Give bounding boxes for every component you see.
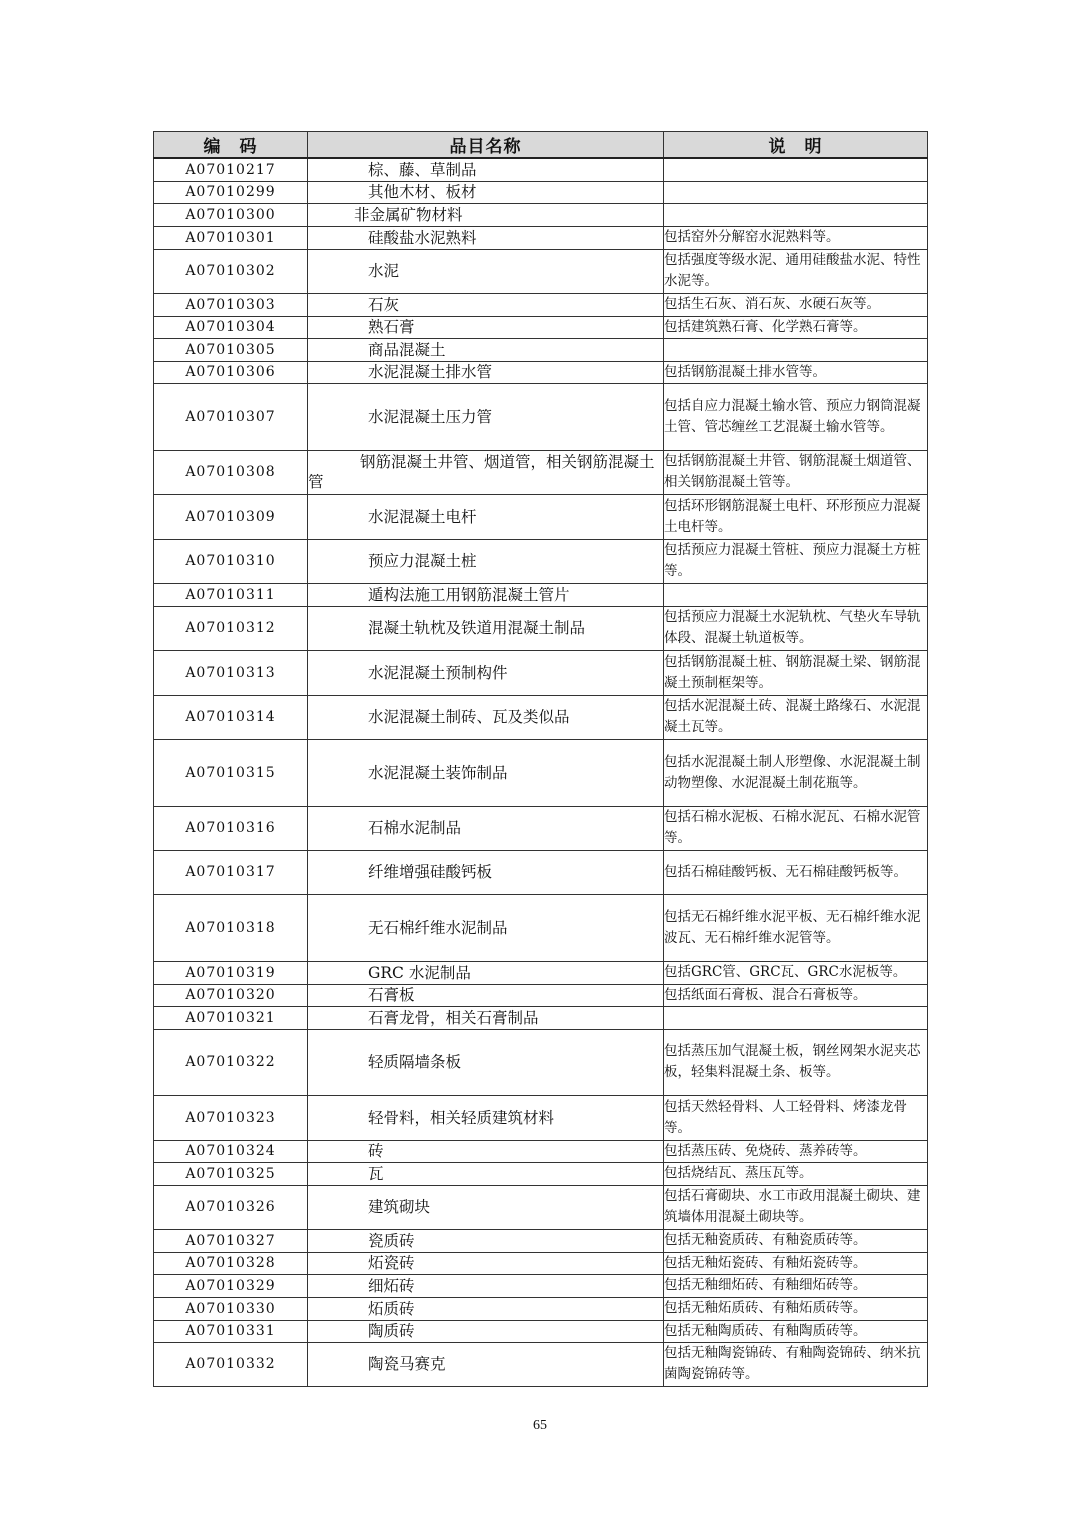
item-name-cell <box>308 1274 664 1297</box>
table-row <box>154 739 928 806</box>
item-description: 包括天然轻骨料、人工轻骨料、烤漆龙骨等。 <box>664 1095 928 1140</box>
item-code: A07010309 <box>154 494 308 539</box>
item-name: 石棉水泥制品 <box>368 819 462 837</box>
item-code: A07010331 <box>154 1320 308 1342</box>
item-description: 包括GRC管、GRC瓦、GRC水泥板等。 <box>664 961 928 984</box>
item-name: 钢筋混凝土井管、烟道管，相关钢筋混凝土管 <box>308 453 655 491</box>
item-description <box>664 338 928 361</box>
item-description <box>664 203 928 226</box>
item-description: 包括石棉硅酸钙板、无石棉硅酸钙板等。 <box>664 850 928 894</box>
item-name-cell <box>308 1095 664 1140</box>
item-name-cell <box>308 739 664 806</box>
item-code: A07010299 <box>154 181 308 203</box>
item-code: A07010304 <box>154 316 308 338</box>
table-row <box>154 1320 928 1342</box>
header-item-name: 品目名称 <box>308 132 664 159</box>
item-code: A07010321 <box>154 1006 308 1029</box>
table-row <box>154 894 928 961</box>
table-row <box>154 1342 928 1386</box>
table-row <box>154 1029 928 1095</box>
item-name-cell <box>308 226 664 249</box>
table-row <box>154 361 928 383</box>
header-code: 编 码 <box>154 132 308 159</box>
item-name: 商品混凝土 <box>368 340 446 359</box>
table-row <box>154 1140 928 1162</box>
item-description: 包括无釉炻质砖、有釉炻质砖等。 <box>664 1297 928 1320</box>
table-row <box>154 1274 928 1297</box>
item-name-cell <box>308 894 664 961</box>
item-code: A07010305 <box>154 338 308 361</box>
item-name: 水泥混凝土压力管 <box>368 407 493 426</box>
item-name: 建筑砌块 <box>368 1198 431 1216</box>
item-name-cell <box>308 984 664 1006</box>
item-name-cell <box>308 338 664 361</box>
item-code: A07010217 <box>154 158 308 181</box>
item-code: A07010314 <box>154 695 308 739</box>
item-code: A07010306 <box>154 361 308 383</box>
table-header <box>154 132 928 159</box>
item-description: 包括蒸压砖、免烧砖、蒸养砖等。 <box>664 1140 928 1162</box>
item-code: A07010312 <box>154 606 308 650</box>
page-number: 65 <box>533 1418 547 1433</box>
item-code: A07010329 <box>154 1274 308 1297</box>
table-body <box>154 158 928 1386</box>
item-name: 陶质砖 <box>368 1322 415 1340</box>
item-code: A07010307 <box>154 383 308 450</box>
item-name: 水泥混凝土制砖、瓦及类似品 <box>368 708 570 726</box>
item-code: A07010311 <box>154 583 308 606</box>
item-name: 混凝土轨枕及铁道用混凝土制品 <box>368 619 586 637</box>
item-name-cell <box>308 1320 664 1342</box>
item-name-cell <box>308 181 664 203</box>
table-row <box>154 539 928 583</box>
table-row <box>154 158 928 181</box>
item-code: A07010332 <box>154 1342 308 1386</box>
item-code: A07010322 <box>154 1029 308 1095</box>
table-row <box>154 494 928 539</box>
item-code: A07010303 <box>154 293 308 316</box>
item-code: A07010316 <box>154 806 308 850</box>
table-row <box>154 1185 928 1229</box>
item-name-cell <box>308 1185 664 1229</box>
item-code: A07010317 <box>154 850 308 894</box>
item-code: A07010308 <box>154 450 308 494</box>
table-row <box>154 450 928 494</box>
table-row <box>154 249 928 293</box>
item-name-cell <box>308 450 664 494</box>
table-row <box>154 650 928 695</box>
item-name: 炻瓷砖 <box>368 1254 415 1272</box>
item-description: 包括无釉陶质砖、有釉陶质砖等。 <box>664 1320 928 1342</box>
item-name-cell <box>308 249 664 293</box>
table-row <box>154 383 928 450</box>
table-row <box>154 293 928 316</box>
table-row <box>154 1297 928 1320</box>
item-name-cell <box>308 606 664 650</box>
table-row <box>154 1229 928 1252</box>
item-description: 包括水泥混凝土砖、混凝土路缘石、水泥混凝土瓦等。 <box>664 695 928 739</box>
item-code: A07010319 <box>154 961 308 984</box>
item-name: 非金属矿物材料 <box>354 205 463 224</box>
item-name: 硅酸盐水泥熟料 <box>368 228 477 247</box>
item-description: 包括环形钢筋混凝土电杆、环形预应力混凝土电杆等。 <box>664 494 928 539</box>
item-code: A07010318 <box>154 894 308 961</box>
item-name: 细炻砖 <box>368 1276 415 1295</box>
item-description: 包括预应力混凝土管桩、预应力混凝土方桩等。 <box>664 539 928 583</box>
item-code: A07010320 <box>154 984 308 1006</box>
table-row <box>154 1006 928 1029</box>
header-description: 说 明 <box>664 132 928 159</box>
item-description: 包括窑外分解窑水泥熟料等。 <box>664 226 928 249</box>
item-name-cell <box>308 650 664 695</box>
table-row <box>154 606 928 650</box>
item-code: A07010300 <box>154 203 308 226</box>
item-name: 炻质砖 <box>368 1299 415 1318</box>
table-row <box>154 1095 928 1140</box>
item-description: 包括建筑熟石膏、化学熟石膏等。 <box>664 316 928 338</box>
item-code: A07010327 <box>154 1229 308 1252</box>
item-code: A07010330 <box>154 1297 308 1320</box>
item-description <box>664 158 928 181</box>
item-name-cell <box>308 494 664 539</box>
item-description <box>664 181 928 203</box>
table-row <box>154 226 928 249</box>
item-name-cell <box>308 361 664 383</box>
item-name: 水泥混凝土排水管 <box>368 363 493 381</box>
item-description: 包括烧结瓦、蒸压瓦等。 <box>664 1162 928 1185</box>
item-description: 包括石膏砌块、水工市政用混凝土砌块、建筑墙体用混凝土砌块等。 <box>664 1185 928 1229</box>
item-description: 包括强度等级水泥、通用硅酸盐水泥、特性水泥等。 <box>664 249 928 293</box>
item-code: A07010301 <box>154 226 308 249</box>
item-description: 包括水泥混凝土制人形塑像、水泥混凝土制动物塑像、水泥混凝土制花瓶等。 <box>664 739 928 806</box>
item-description: 包括生石灰、消石灰、水硬石灰等。 <box>664 293 928 316</box>
item-name-cell <box>308 1029 664 1095</box>
item-code: A07010315 <box>154 739 308 806</box>
table-row <box>154 850 928 894</box>
item-name: 水泥混凝土电杆 <box>368 507 477 526</box>
item-description: 包括自应力混凝土输水管、预应力钢筒混凝土管、管芯缠丝工艺混凝土输水管等。 <box>664 383 928 450</box>
item-description: 包括无石棉纤维水泥平板、无石棉纤维水泥波瓦、无石棉纤维水泥管等。 <box>664 894 928 961</box>
item-name: 棕、藤、草制品 <box>368 160 477 179</box>
item-name: 熟石膏 <box>368 318 415 336</box>
table-row <box>154 338 928 361</box>
table-row <box>154 1252 928 1274</box>
item-name: 其他木材、板材 <box>368 183 477 201</box>
item-name-cell <box>308 158 664 181</box>
table-row <box>154 961 928 984</box>
table-row <box>154 984 928 1006</box>
item-code: A07010302 <box>154 249 308 293</box>
item-name-cell <box>308 806 664 850</box>
item-name-cell <box>308 583 664 606</box>
table-row <box>154 695 928 739</box>
item-name: 遁构法施工用钢筋混凝土管片 <box>368 585 570 604</box>
table-row <box>154 806 928 850</box>
item-name-cell <box>308 316 664 338</box>
item-name-cell <box>308 539 664 583</box>
table-row <box>154 316 928 338</box>
item-name: 轻质隔墙条板 <box>368 1053 462 1071</box>
item-name: 砖 <box>368 1142 384 1160</box>
item-description: 包括无釉细炻砖、有釉细炻砖等。 <box>664 1274 928 1297</box>
item-code: A07010324 <box>154 1140 308 1162</box>
table-row <box>154 583 928 606</box>
item-code: A07010328 <box>154 1252 308 1274</box>
item-code: A07010326 <box>154 1185 308 1229</box>
item-name: 纤维增强硅酸钙板 <box>368 863 493 881</box>
item-name-cell <box>308 1006 664 1029</box>
item-name: 陶瓷马赛克 <box>368 1355 446 1373</box>
item-name: GRC 水泥制品 <box>368 963 471 982</box>
item-description: 包括钢筋混凝土排水管等。 <box>664 361 928 383</box>
item-name-cell <box>308 1252 664 1274</box>
item-name: 石膏板 <box>368 986 415 1004</box>
item-name: 预应力混凝土桩 <box>368 552 477 570</box>
item-name: 瓦 <box>368 1164 384 1183</box>
item-name-cell <box>308 1140 664 1162</box>
item-description <box>664 583 928 606</box>
item-description: 包括石棉水泥板、石棉水泥瓦、石棉水泥管等。 <box>664 806 928 850</box>
item-name-cell <box>308 1229 664 1252</box>
item-name: 水泥混凝土装饰制品 <box>368 763 508 782</box>
item-code: A07010323 <box>154 1095 308 1140</box>
item-name: 瓷质砖 <box>368 1231 415 1250</box>
item-description: 包括钢筋混凝土桩、钢筋混凝土梁、钢筋混凝土预制框架等。 <box>664 650 928 695</box>
item-description: 包括无釉陶瓷锦砖、有釉陶瓷锦砖、纳米抗菌陶瓷锦砖等。 <box>664 1342 928 1386</box>
item-name-cell <box>308 961 664 984</box>
item-name: 水泥混凝土预制构件 <box>368 663 508 682</box>
item-description: 包括蒸压加气混凝土板，钢丝网架水泥夹芯板，轻集料混凝土条、板等。 <box>664 1029 928 1095</box>
item-description: 包括钢筋混凝土井管、钢筋混凝土烟道管、相关钢筋混凝土管等。 <box>664 450 928 494</box>
item-code: A07010313 <box>154 650 308 695</box>
item-name: 石灰 <box>368 295 400 314</box>
item-description <box>664 1006 928 1029</box>
catalog-table <box>153 131 928 1387</box>
item-name-cell <box>308 695 664 739</box>
item-description: 包括预应力混凝土水泥轨枕、气垫火车导轨体段、混凝土轨道板等。 <box>664 606 928 650</box>
table-row <box>154 1162 928 1185</box>
item-name: 轻骨料，相关轻质建筑材料 <box>368 1108 555 1127</box>
table-row <box>154 181 928 203</box>
item-name-cell <box>308 1297 664 1320</box>
item-name-cell <box>308 203 664 226</box>
item-name: 无石棉纤维水泥制品 <box>368 918 508 937</box>
item-code: A07010325 <box>154 1162 308 1185</box>
item-name-cell <box>308 1342 664 1386</box>
item-name-cell <box>308 1162 664 1185</box>
item-name-cell <box>308 850 664 894</box>
item-name-cell <box>308 293 664 316</box>
table-row <box>154 203 928 226</box>
item-description: 包括纸面石膏板、混合石膏板等。 <box>664 984 928 1006</box>
item-code: A07010310 <box>154 539 308 583</box>
item-name: 水泥 <box>368 262 400 280</box>
item-description: 包括无釉炻瓷砖、有釉炻瓷砖等。 <box>664 1252 928 1274</box>
header-row <box>154 132 928 159</box>
item-description: 包括无釉瓷质砖、有釉瓷质砖等。 <box>664 1229 928 1252</box>
item-name: 石膏龙骨，相关石膏制品 <box>368 1008 539 1027</box>
item-name-cell <box>308 383 664 450</box>
